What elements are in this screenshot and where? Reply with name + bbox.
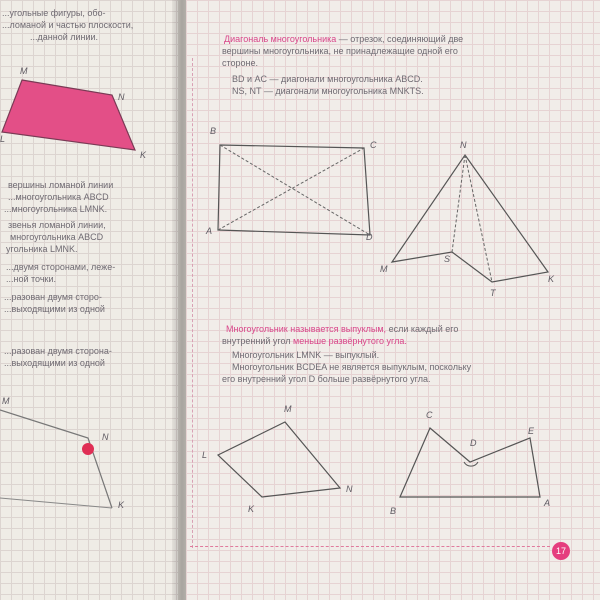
left-mid-line-5: многоугольника ABCD	[10, 232, 104, 242]
footer-divider	[190, 546, 550, 547]
rectangle-abcd	[218, 145, 370, 235]
label-n-bottom: N	[102, 432, 109, 442]
left-mid-line-4: звенья ломаной линии,	[8, 220, 106, 230]
label-t-pent: T	[490, 288, 496, 298]
label-l: L	[0, 134, 6, 144]
page-number-badge: 17	[552, 542, 570, 560]
label-a-rect: A	[206, 226, 213, 236]
left-top-line-1: ...угольные фигуры, обо-	[2, 8, 106, 18]
angle-d-arc	[464, 462, 478, 466]
left-mid-line-1: вершины ломаной линии	[8, 180, 114, 190]
left-mid-line-9: ...разован двумя сторо-	[4, 292, 102, 302]
definition-term: Диагональ многоугольника	[224, 34, 337, 44]
label-l-lmnk: L	[202, 450, 208, 460]
label-k-top: K	[140, 150, 147, 160]
label-m-lmnk: M	[284, 404, 292, 414]
left-mid-line-7: ...двумя сторонами, леже-	[6, 262, 116, 272]
left-top-line-3: ...данной линии.	[30, 32, 99, 42]
convex-line-2	[222, 336, 407, 347]
label-a-bcdea: A	[544, 498, 551, 508]
label-n-lmnk: N	[346, 484, 353, 494]
left-mid-line-3: ...многоугольника LMNK.	[4, 204, 108, 214]
left-bottom-line-1: ...разован двумя сторона-	[4, 346, 112, 356]
label-d-rect: D	[366, 232, 373, 242]
label-c-rect: C	[370, 140, 377, 150]
label-b-bcdea: B	[390, 506, 397, 516]
label-n-pent: N	[460, 140, 467, 150]
label-c-bcdea: C	[426, 410, 433, 420]
definition-line-3: стороне.	[222, 58, 259, 68]
label-b-rect: B	[210, 126, 217, 136]
diagonals-pent-text: NS, NT — диагонали многоугольника MNKTS.	[232, 86, 424, 96]
pentagon-mnktS	[392, 155, 548, 282]
label-m-bottom: M	[2, 396, 10, 406]
convex-line-2-pink: меньше развёрнутого угла.	[293, 336, 407, 346]
convex-line-3: Многоугольник LMNK — выпуклый.	[232, 350, 380, 360]
left-top-line-2: ...ломаной и частью плоскости,	[2, 20, 134, 30]
label-k-bottom: K	[118, 500, 125, 510]
label-k-lmnk: K	[248, 504, 255, 514]
label-d-bcdea: D	[470, 438, 477, 448]
convex-line-1	[226, 324, 458, 335]
left-mid-line-10: ...выходящими из одной	[4, 304, 105, 314]
convex-line-5: его внутренний угол D больше развёрнутого угла.	[222, 374, 431, 384]
definition-rest: — отрезок, соединяющий две	[336, 34, 464, 44]
diagonals-rect-text: BD и AC — диагонали многоугольника ABCD.	[232, 74, 423, 84]
label-m-top: M	[20, 66, 28, 76]
definition-line-2: вершины многоугольника, не принадлежащие одной его	[222, 46, 458, 56]
convex-line-4: Многоугольник BCDEA не является выпуклым, поскольку	[232, 362, 472, 372]
left-mid-line-6: угольника LMNK.	[6, 244, 78, 254]
polygon-lmnk	[218, 422, 340, 497]
left-bottom-line-2: ...выходящими из одной	[4, 358, 105, 368]
label-m-pent: M	[380, 264, 388, 274]
label-s-pent: S	[444, 254, 451, 264]
left-mid-line-8: ...ной точки.	[6, 274, 56, 284]
convex-term: Многоугольник называется выпуклым,	[226, 324, 387, 334]
label-n-top: N	[118, 92, 125, 102]
label-k-pent: K	[548, 274, 555, 284]
diagonal-bd	[220, 145, 370, 235]
convex-line-1-rest: если каждый его	[386, 324, 459, 334]
diagonal-ns	[452, 155, 465, 252]
label-e-bcdea: E	[528, 426, 535, 436]
convex-line-2-prefix: внутренний угол	[222, 336, 294, 346]
left-mid-line-2: ...многоугольника ABCD	[8, 192, 109, 202]
